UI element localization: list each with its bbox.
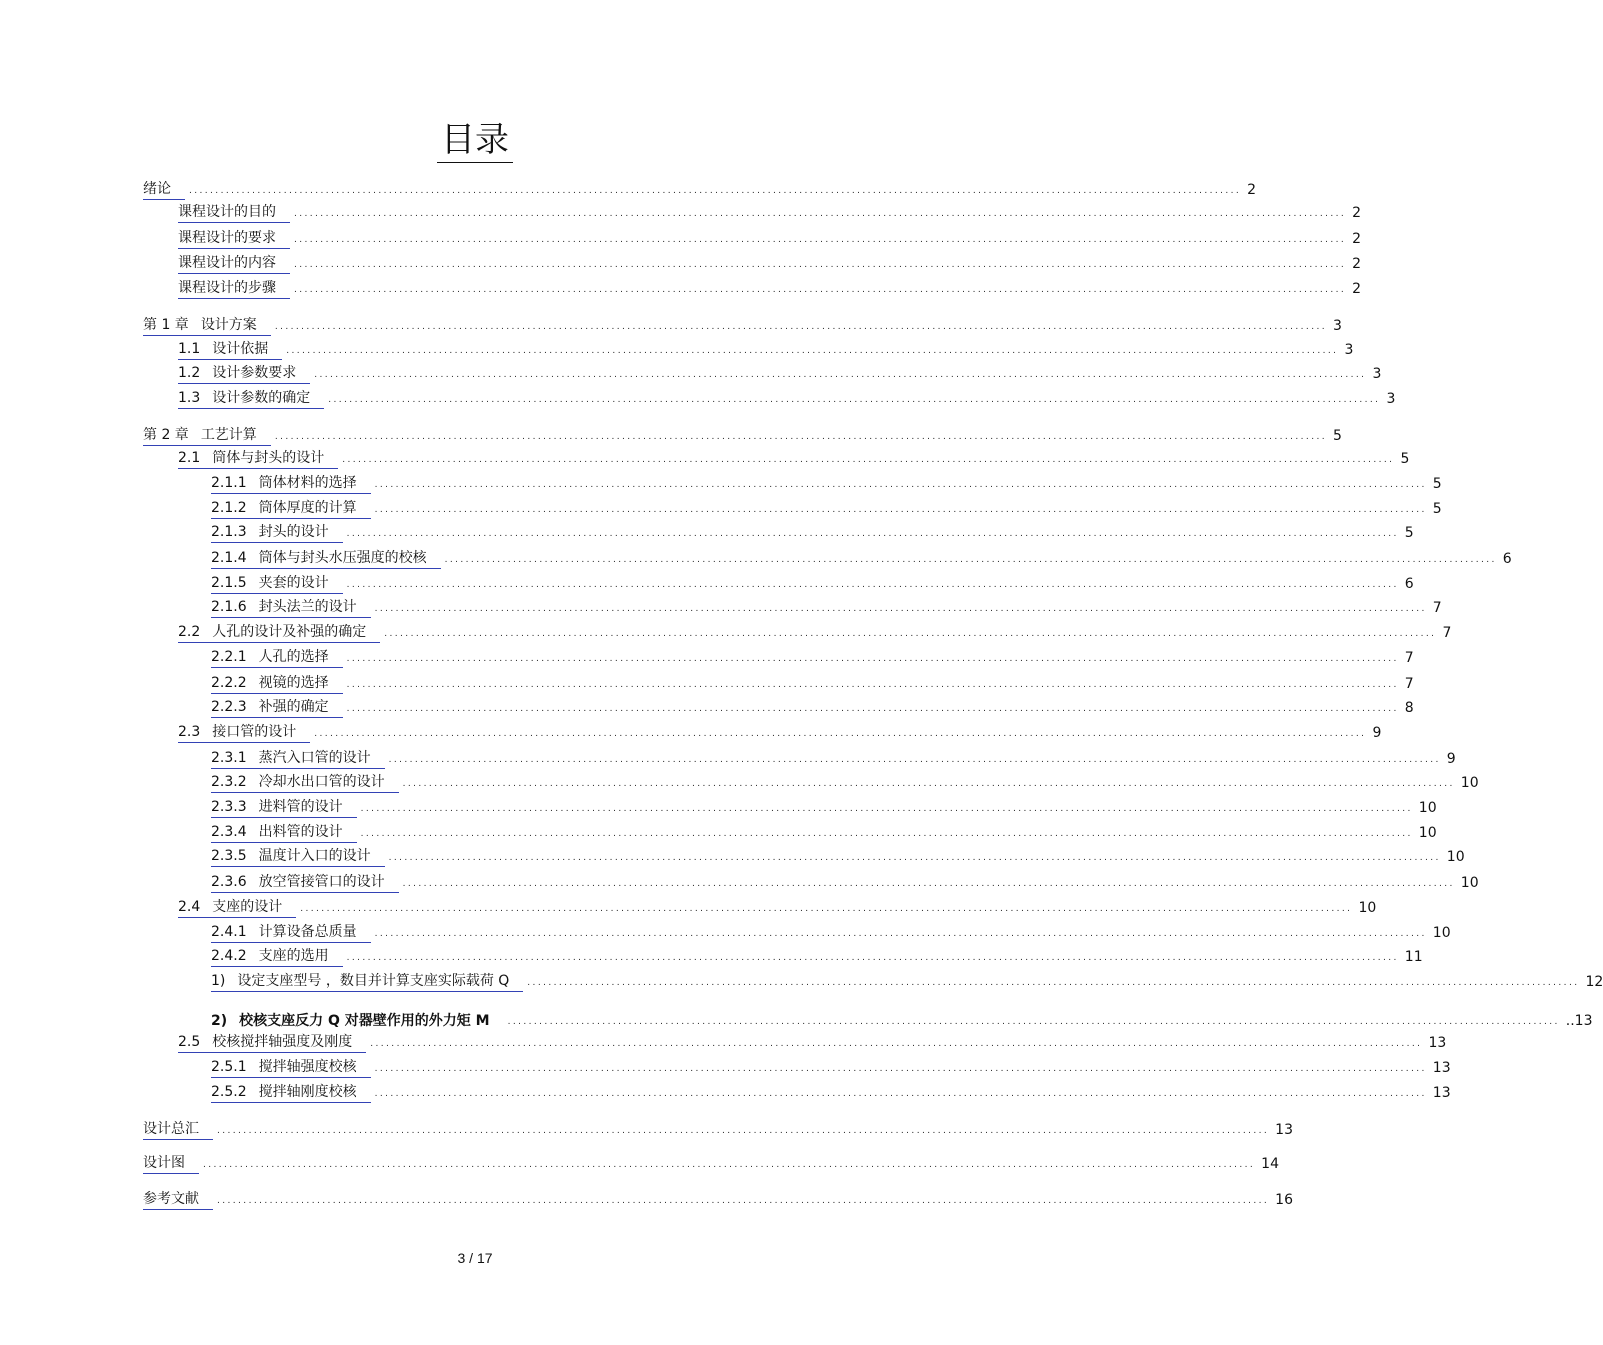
toc-entry-label[interactable] <box>143 1191 213 1210</box>
toc-entry-number: 2.1 <box>178 450 201 466</box>
toc-entry-label[interactable] <box>178 341 282 360</box>
toc-entry[interactable] <box>211 574 1414 594</box>
toc-entry-page: 7 <box>1432 600 1442 616</box>
toc-entry-label[interactable] <box>178 724 310 743</box>
toc-entry-page: 7 <box>1442 625 1452 641</box>
toc-entry-title: 课程设计的步骤 <box>178 280 276 296</box>
toc-entry-page: 5 <box>1332 428 1342 444</box>
toc-leader-dots: ........................................................................................................................................................................................................ <box>507 1017 1560 1027</box>
toc-entry[interactable] <box>178 229 1362 249</box>
toc-leader-dots: ........................................................................................................................................................................................................ <box>314 370 1367 380</box>
toc-leader-dots: ........................................................................................................................................................................................................ <box>402 779 1455 789</box>
toc-entry-title: 搅拌轴刚度校核 <box>258 1084 357 1100</box>
toc-entry-page: 12 <box>1585 974 1603 990</box>
toc-entry[interactable] <box>211 1083 1451 1103</box>
toc-leader-dots: ........................................................................................................................................................................................................ <box>294 209 1347 219</box>
toc-entry-page: 7 <box>1404 676 1414 692</box>
toc-entry[interactable] <box>211 823 1437 843</box>
toc-entry-number: 2.3.2 <box>211 774 247 790</box>
toc-entry-number: 2.5.1 <box>211 1059 247 1075</box>
toc-entry-label[interactable] <box>211 699 343 718</box>
toc-entry-number: 1.2 <box>178 365 201 381</box>
toc-entry-label[interactable] <box>211 924 371 943</box>
toc-leader-dots: ........................................................................................................................................................................................................ <box>402 879 1455 889</box>
toc-entry-page: ..13 <box>1565 1013 1593 1029</box>
toc-entry-number: 2.3.6 <box>211 874 247 890</box>
toc-leader-dots: ........................................................................................................................................................................................................ <box>346 680 1399 690</box>
toc-entry[interactable] <box>178 279 1362 299</box>
toc-entry[interactable] <box>178 340 1354 360</box>
toc-entry[interactable] <box>178 203 1362 223</box>
toc-leader-dots: ........................................................................................................................................................................................................ <box>360 804 1413 814</box>
toc-leader-dots: ........................................................................................................................................................................................................ <box>374 929 1427 939</box>
toc-entry-label[interactable] <box>178 624 380 643</box>
toc-entry[interactable] <box>211 598 1442 618</box>
toc-entry-title: 封头法兰的设计 <box>258 599 357 615</box>
toc-entry-page: 3 <box>1372 366 1382 382</box>
toc-entry-page: 2 <box>1352 281 1362 297</box>
toc-entry-label[interactable] <box>211 973 523 992</box>
toc-leader-dots: ........................................................................................................................................................................................................ <box>374 480 1427 490</box>
toc-entry-label[interactable] <box>211 500 371 519</box>
toc-entry-title: 筒体厚度的计算 <box>258 500 357 516</box>
toc-entry[interactable] <box>211 474 1442 494</box>
toc-entry-title: 放空管接管口的设计 <box>258 874 385 890</box>
toc-entry-page: 13 <box>1432 1060 1451 1076</box>
toc-entry[interactable] <box>211 947 1423 967</box>
toc-entry-page: 5 <box>1432 476 1442 492</box>
toc-entry-page: 7 <box>1404 650 1414 666</box>
toc-entry-label[interactable] <box>211 874 399 893</box>
toc-entry-label[interactable] <box>211 799 357 818</box>
toc-entry-page: 2 <box>1352 256 1362 272</box>
toc-entry-page: 5 <box>1432 501 1442 517</box>
toc-entry-label[interactable] <box>178 230 290 249</box>
toc-entry-label[interactable] <box>211 948 343 967</box>
toc-entry[interactable] <box>143 1120 1293 1140</box>
toc-entry-number: 2.5 <box>178 1034 201 1050</box>
toc-entry-number: 2.3 <box>178 724 201 740</box>
toc-leader-dots: ........................................................................................................................................................................................................ <box>374 604 1427 614</box>
toc-entry-page: 13 <box>1428 1035 1447 1051</box>
toc-entry-label[interactable] <box>178 899 296 918</box>
toc-leader-dots: ........................................................................................................................................................................................................ <box>346 580 1399 590</box>
toc-entry-label[interactable] <box>211 1084 371 1103</box>
toc-entry[interactable] <box>211 847 1465 867</box>
toc-entry-label[interactable] <box>211 475 371 494</box>
toc-entry-page: 2 <box>1352 205 1362 221</box>
toc-entry-number: 2.2.3 <box>211 699 247 715</box>
toc-leader-dots: ........................................................................................................................................................................................................ <box>189 186 1242 196</box>
toc-entry-title: 夹套的设计 <box>258 575 329 591</box>
toc-entry-title: 蒸汽入口管的设计 <box>258 750 371 766</box>
toc-entry-title: 筒体与封头水压强度的校核 <box>258 550 427 566</box>
toc-entry-label[interactable] <box>178 255 290 274</box>
toc-entry[interactable] <box>211 923 1451 943</box>
toc-entry-label[interactable] <box>143 1121 213 1140</box>
page-title: 目录 <box>0 118 950 162</box>
toc-entry-title: 进料管的设计 <box>258 799 343 815</box>
toc-entry-label[interactable] <box>178 450 338 469</box>
toc-entry-title: 人孔的设计及补强的确定 <box>212 624 367 640</box>
toc-entry-page: 16 <box>1275 1192 1293 1208</box>
toc-leader-dots: ........................................................................................................................................................................................................ <box>360 829 1413 839</box>
toc-entry-number: 2.3.5 <box>211 848 247 864</box>
toc-entry-label[interactable] <box>143 181 185 200</box>
toc-entry[interactable] <box>143 426 1342 446</box>
toc-entry-page: 3 <box>1386 391 1396 407</box>
toc-entry-page: 10 <box>1418 825 1437 841</box>
toc-entry-number: 2.1.5 <box>211 575 247 591</box>
toc-entry[interactable] <box>178 254 1362 274</box>
toc-entry[interactable] <box>143 180 1257 200</box>
toc-entry-page: 10 <box>1460 775 1479 791</box>
toc-leader-dots: ........................................................................................................................................................................................................ <box>388 755 1441 765</box>
toc-entry[interactable] <box>143 316 1342 336</box>
toc-entry-number: 第 1 章 <box>143 317 189 333</box>
toc-entry-number: 2.1.6 <box>211 599 247 615</box>
toc-entry-label[interactable] <box>143 1155 199 1174</box>
toc-entry-page: 9 <box>1446 751 1456 767</box>
toc-leader-dots: ........................................................................................................................................................................................................ <box>203 1160 1256 1170</box>
toc-leader-dots: ........................................................................................................................................................................................................ <box>294 285 1347 295</box>
page-number: 3 / 17 <box>457 1250 493 1266</box>
toc-entry-label[interactable] <box>143 427 271 446</box>
toc-leader-dots: ........................................................................................................................................................................................................ <box>217 1126 1270 1136</box>
toc-entry-title: 封头的设计 <box>258 524 329 540</box>
toc-entry-label[interactable] <box>178 204 290 223</box>
toc-entry-page: 8 <box>1404 700 1414 716</box>
toc-entry-number: 2.3.4 <box>211 824 247 840</box>
toc-entry-title: 筒体与封头的设计 <box>212 450 325 466</box>
toc-entry-label[interactable] <box>211 675 343 694</box>
toc-entry-label[interactable] <box>178 280 290 299</box>
toc-entry-title: 绪论 <box>143 181 171 197</box>
toc-entry[interactable] <box>211 773 1479 793</box>
toc-entry[interactable] <box>178 389 1396 409</box>
toc-leader-dots: ........................................................................................................................................................................................................ <box>314 729 1367 739</box>
toc-entry-page: 2 <box>1352 231 1362 247</box>
toc-entry-title: 设计参数的确定 <box>212 390 311 406</box>
toc-entry-title: 课程设计的要求 <box>178 230 276 246</box>
toc-entry-number: 1.1 <box>178 341 201 357</box>
toc-leader-dots: ........................................................................................................................................................................................................ <box>388 853 1441 863</box>
toc-entry[interactable] <box>211 873 1479 893</box>
toc-entry-title: 校核支座反力 Q 对器壁作用的外力矩 M <box>239 1013 490 1029</box>
toc-entry-label[interactable] <box>211 575 343 594</box>
toc-entry-number: 第 2 章 <box>143 427 189 443</box>
toc-leader-dots: ........................................................................................................................................................................................................ <box>286 346 1339 356</box>
toc-leader-dots: ........................................................................................................................................................................................................ <box>527 978 1580 988</box>
toc-entry-label[interactable] <box>211 848 385 867</box>
toc-entry[interactable] <box>178 898 1377 918</box>
toc-entry-title: 校核搅拌轴强度及刚度 <box>212 1034 353 1050</box>
toc-entry[interactable] <box>211 798 1437 818</box>
toc-entry[interactable] <box>178 1033 1447 1053</box>
toc-entry-page: 14 <box>1261 1156 1279 1172</box>
toc-entry-title: 设定支座型号 ，数目并计算支座实际载荷 Q <box>237 973 510 989</box>
toc-entry-number: 2.4 <box>178 899 201 915</box>
toc-entry-label[interactable] <box>178 1034 366 1053</box>
toc-entry-page: 3 <box>1344 342 1354 358</box>
toc-entry-page: 3 <box>1332 318 1342 334</box>
toc-entry-page: 10 <box>1432 925 1451 941</box>
toc-entry-page: 11 <box>1404 949 1423 965</box>
toc-entry-title: 设计方案 <box>200 317 257 333</box>
toc-entry-title: 支座的设计 <box>212 899 283 915</box>
toc-entry-page: 13 <box>1275 1122 1293 1138</box>
toc-leader-dots: ........................................................................................................................................................................................................ <box>274 322 1327 332</box>
toc-entry-number: 2.2.2 <box>211 675 247 691</box>
toc-entry-title: 课程设计的目的 <box>178 204 276 220</box>
toc-entry-label[interactable] <box>178 390 324 409</box>
toc-entry[interactable] <box>143 1190 1293 1210</box>
toc-entry-title: 设计依据 <box>212 341 269 357</box>
toc-entry[interactable] <box>178 449 1410 469</box>
toc-leader-dots: ........................................................................................................................................................................................................ <box>328 395 1381 405</box>
toc-leader-dots: ........................................................................................................................................................................................................ <box>342 455 1395 465</box>
toc-entry[interactable] <box>211 1011 1593 1031</box>
toc-entry-title: 设计总汇 <box>143 1121 199 1137</box>
toc-leader-dots: ........................................................................................................................................................................................................ <box>274 432 1327 442</box>
toc-leader-dots: ........................................................................................................................................................................................................ <box>374 505 1427 515</box>
toc-entry-page: 6 <box>1502 551 1512 567</box>
toc-entry-number: 2.2.1 <box>211 649 247 665</box>
toc-entry-number: 2.1.4 <box>211 550 247 566</box>
toc-entry[interactable] <box>178 364 1382 384</box>
toc-leader-dots: ........................................................................................................................................................................................................ <box>346 953 1399 963</box>
toc-entry-title: 温度计入口的设计 <box>258 848 371 864</box>
toc-leader-dots: ........................................................................................................................................................................................................ <box>294 235 1347 245</box>
toc-entry-label[interactable] <box>211 750 385 769</box>
toc-entry-page: 9 <box>1372 725 1382 741</box>
toc-leader-dots: ........................................................................................................................................................................................................ <box>346 654 1399 664</box>
toc-entry-page: 2 <box>1247 182 1257 198</box>
toc-entry-label[interactable] <box>211 649 343 668</box>
toc-entry-number: 2.4.2 <box>211 948 247 964</box>
toc-entry[interactable] <box>211 698 1414 718</box>
toc-entry-label[interactable] <box>211 524 343 543</box>
toc-entry-title: 冷却水出口管的设计 <box>258 774 385 790</box>
toc-entry[interactable] <box>211 972 1603 992</box>
toc-entry-title: 补强的确定 <box>258 699 329 715</box>
toc-entry-page: 6 <box>1404 576 1414 592</box>
toc-entry-title: 课程设计的内容 <box>178 255 276 271</box>
toc-entry-title: 人孔的选择 <box>258 649 329 665</box>
toc-entry-number: 2.3.3 <box>211 799 247 815</box>
toc-entry-number: 1.3 <box>178 390 201 406</box>
toc-entry-number: 2.5.2 <box>211 1084 247 1100</box>
toc-entry[interactable] <box>143 1154 1279 1174</box>
toc-entry-title: 参考文献 <box>143 1191 199 1207</box>
toc-leader-dots: ........................................................................................................................................................................................................ <box>294 260 1347 270</box>
toc-entry-number: 2.1.2 <box>211 500 247 516</box>
toc-entry[interactable] <box>178 623 1452 643</box>
toc-entry-number: 2.2 <box>178 624 201 640</box>
toc-leader-dots: ........................................................................................................................................................................................................ <box>370 1039 1423 1049</box>
toc-leader-dots: ........................................................................................................................................................................................................ <box>384 629 1437 639</box>
toc-entry-title: 视镜的选择 <box>258 675 329 691</box>
toc-entry-title: 支座的选用 <box>258 948 329 964</box>
toc-entry-label[interactable] <box>211 1013 504 1031</box>
toc-entry-label[interactable] <box>211 774 399 793</box>
toc-entry-page: 5 <box>1404 525 1414 541</box>
toc-entry-page: 10 <box>1358 900 1377 916</box>
toc-entry[interactable] <box>211 523 1414 543</box>
toc-leader-dots: ........................................................................................................................................................................................................ <box>300 904 1353 914</box>
toc-leader-dots: ........................................................................................................................................................................................................ <box>346 704 1399 714</box>
toc-entry-page: 10 <box>1460 875 1479 891</box>
toc-entry-title: 计算设备总质量 <box>258 924 357 940</box>
toc-entry-number: 2.1.3 <box>211 524 247 540</box>
toc-entry-title: 设计图 <box>143 1155 185 1171</box>
toc-entry[interactable] <box>211 674 1414 694</box>
toc-entry-page: 13 <box>1432 1085 1451 1101</box>
toc-entry-number: 2.3.1 <box>211 750 247 766</box>
toc-entry[interactable] <box>178 723 1382 743</box>
toc-entry-title: 接口管的设计 <box>212 724 297 740</box>
toc-entry[interactable] <box>211 549 1512 569</box>
toc-entry-label[interactable] <box>211 550 441 569</box>
toc-entry[interactable] <box>211 1058 1451 1078</box>
toc-entry-label[interactable] <box>178 365 310 384</box>
toc-entry[interactable] <box>211 648 1414 668</box>
toc-entry-label[interactable] <box>211 1059 371 1078</box>
toc-leader-dots: ........................................................................................................................................................................................................ <box>374 1089 1427 1099</box>
toc-entry-page: 10 <box>1418 800 1437 816</box>
toc-entry-number: 2.1.1 <box>211 475 247 491</box>
toc-leader-dots: ........................................................................................................................................................................................................ <box>346 529 1399 539</box>
toc-entry-number: 2.4.1 <box>211 924 247 940</box>
toc-leader-dots: ........................................................................................................................................................................................................ <box>374 1064 1427 1074</box>
toc-entry-title: 出料管的设计 <box>258 824 343 840</box>
toc-entry-label[interactable] <box>211 824 357 843</box>
toc-entry-label[interactable] <box>211 599 371 618</box>
toc-entry[interactable] <box>211 749 1456 769</box>
toc-entry-title: 搅拌轴强度校核 <box>258 1059 357 1075</box>
toc-entry-title: 设计参数要求 <box>212 365 297 381</box>
toc-entry-page: 10 <box>1446 849 1465 865</box>
toc-leader-dots: ........................................................................................................................................................................................................ <box>444 555 1497 565</box>
toc-entry-number: 2) <box>211 1013 228 1029</box>
toc-entry-number: 1) <box>211 973 226 989</box>
toc-entry-title: 筒体材料的选择 <box>258 475 357 491</box>
toc-leader-dots: ........................................................................................................................................................................................................ <box>217 1196 1270 1206</box>
toc-entry-label[interactable] <box>143 317 271 336</box>
toc-entry-title: 工艺计算 <box>200 427 257 443</box>
toc-entry-page: 5 <box>1400 451 1410 467</box>
toc-entry[interactable] <box>211 499 1442 519</box>
